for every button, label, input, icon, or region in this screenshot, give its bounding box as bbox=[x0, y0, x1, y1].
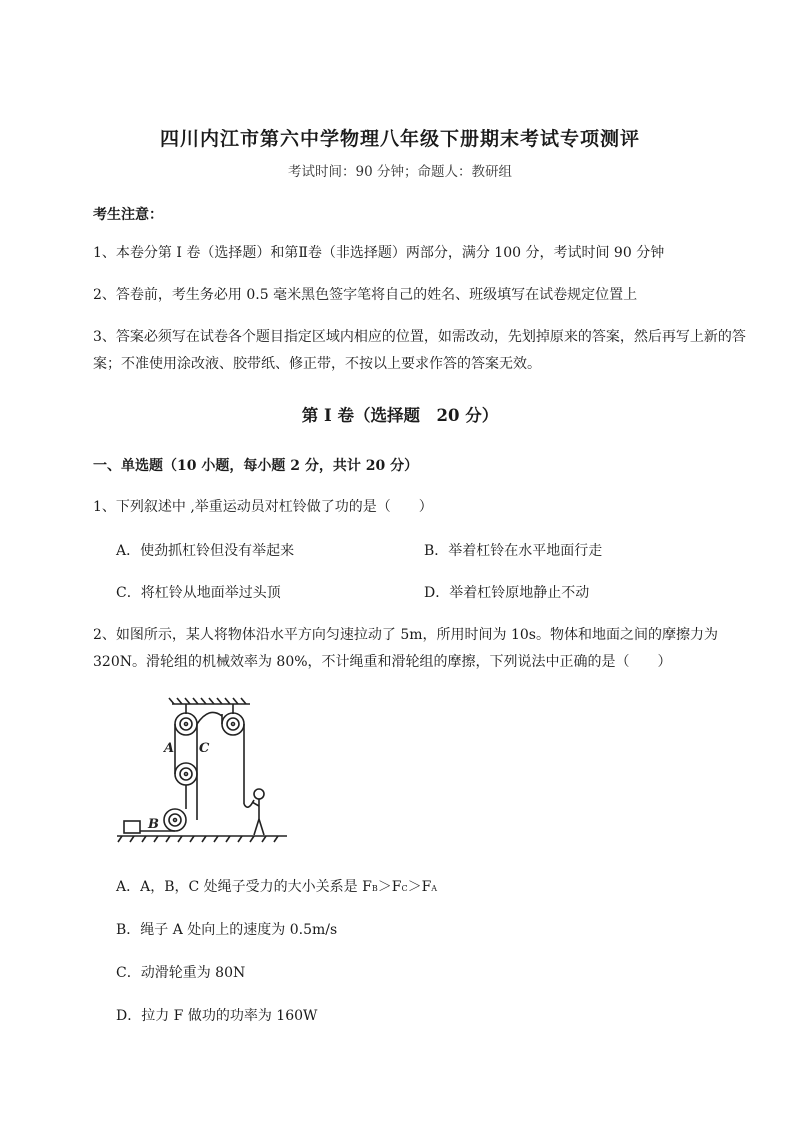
exam-info: 考试时间：90 分钟；命题人：教研组 bbox=[288, 164, 512, 180]
notice-item-1: 1、本卷分第 I 卷（选择题）和第Ⅱ卷（非选择题）两部分，满分 100 分，考试时间 90 分钟 bbox=[93, 245, 665, 261]
label-b: B bbox=[148, 817, 159, 832]
notice-item-2: 2、答卷前，考生务必用 0.5 毫米黑色签字笔将自己的姓名、班级填写在试卷规定位置上 bbox=[93, 287, 638, 303]
pulley-diagram bbox=[112, 694, 292, 848]
question-2-option-d: D．拉力 F 做功的功率为 160W bbox=[116, 1008, 318, 1024]
section-title: 第 I 卷（选择题 20 分） bbox=[301, 406, 499, 425]
question-2-option-b: B．绳子 A 处向上的速度为 0.5m/s bbox=[116, 922, 338, 938]
question-2-stem-line-2: 320N。滑轮组的机械效率为 80%，不计绳重和滑轮组的摩擦，下列说法中正确的是（ ） bbox=[93, 654, 672, 670]
question-2-option-c: C．动滑轮重为 80N bbox=[116, 965, 246, 981]
label-c: C bbox=[199, 741, 210, 756]
question-2-stem-line-1: 2、如图所示，某人将物体沿水平方向匀速拉动了 5m，所用时间为 10s。物体和地面之间的摩擦力为 bbox=[93, 627, 718, 643]
question-2-option-a: A．A，B，C 处绳子受力的大小关系是 FB＞FC＞FA bbox=[116, 879, 438, 895]
label-a: A bbox=[164, 741, 175, 756]
question-1-option-d: D．举着杠铃原地静止不动 bbox=[424, 585, 590, 601]
question-1-option-a: A．使劲抓杠铃但没有举起来 bbox=[116, 543, 295, 559]
notice-heading: 考生注意： bbox=[93, 207, 163, 223]
question-1-stem: 1、下列叙述中 ,举重运动员对杠铃做了功的是（ ） bbox=[93, 499, 433, 515]
page-title: 四川内江市第六中学物理八年级下册期末考试专项测评 bbox=[159, 128, 640, 150]
question-1-option-c: C．将杠铃从地面举过头顶 bbox=[116, 585, 281, 601]
section-heading: 一、单选题（10 小题，每小题 2 分，共计 20 分） bbox=[93, 458, 419, 474]
notice-item-3: 3、答案必须写在试卷各个题目指定区域内相应的位置，如需改动，先划掉原来的答案，然后再写上新的答案；不准使用涂改液、胶带纸、修正带，不按以上要求作答的答案无效。 bbox=[93, 329, 746, 372]
question-1-option-b: B．举着杠铃在水平地面行走 bbox=[424, 543, 603, 559]
